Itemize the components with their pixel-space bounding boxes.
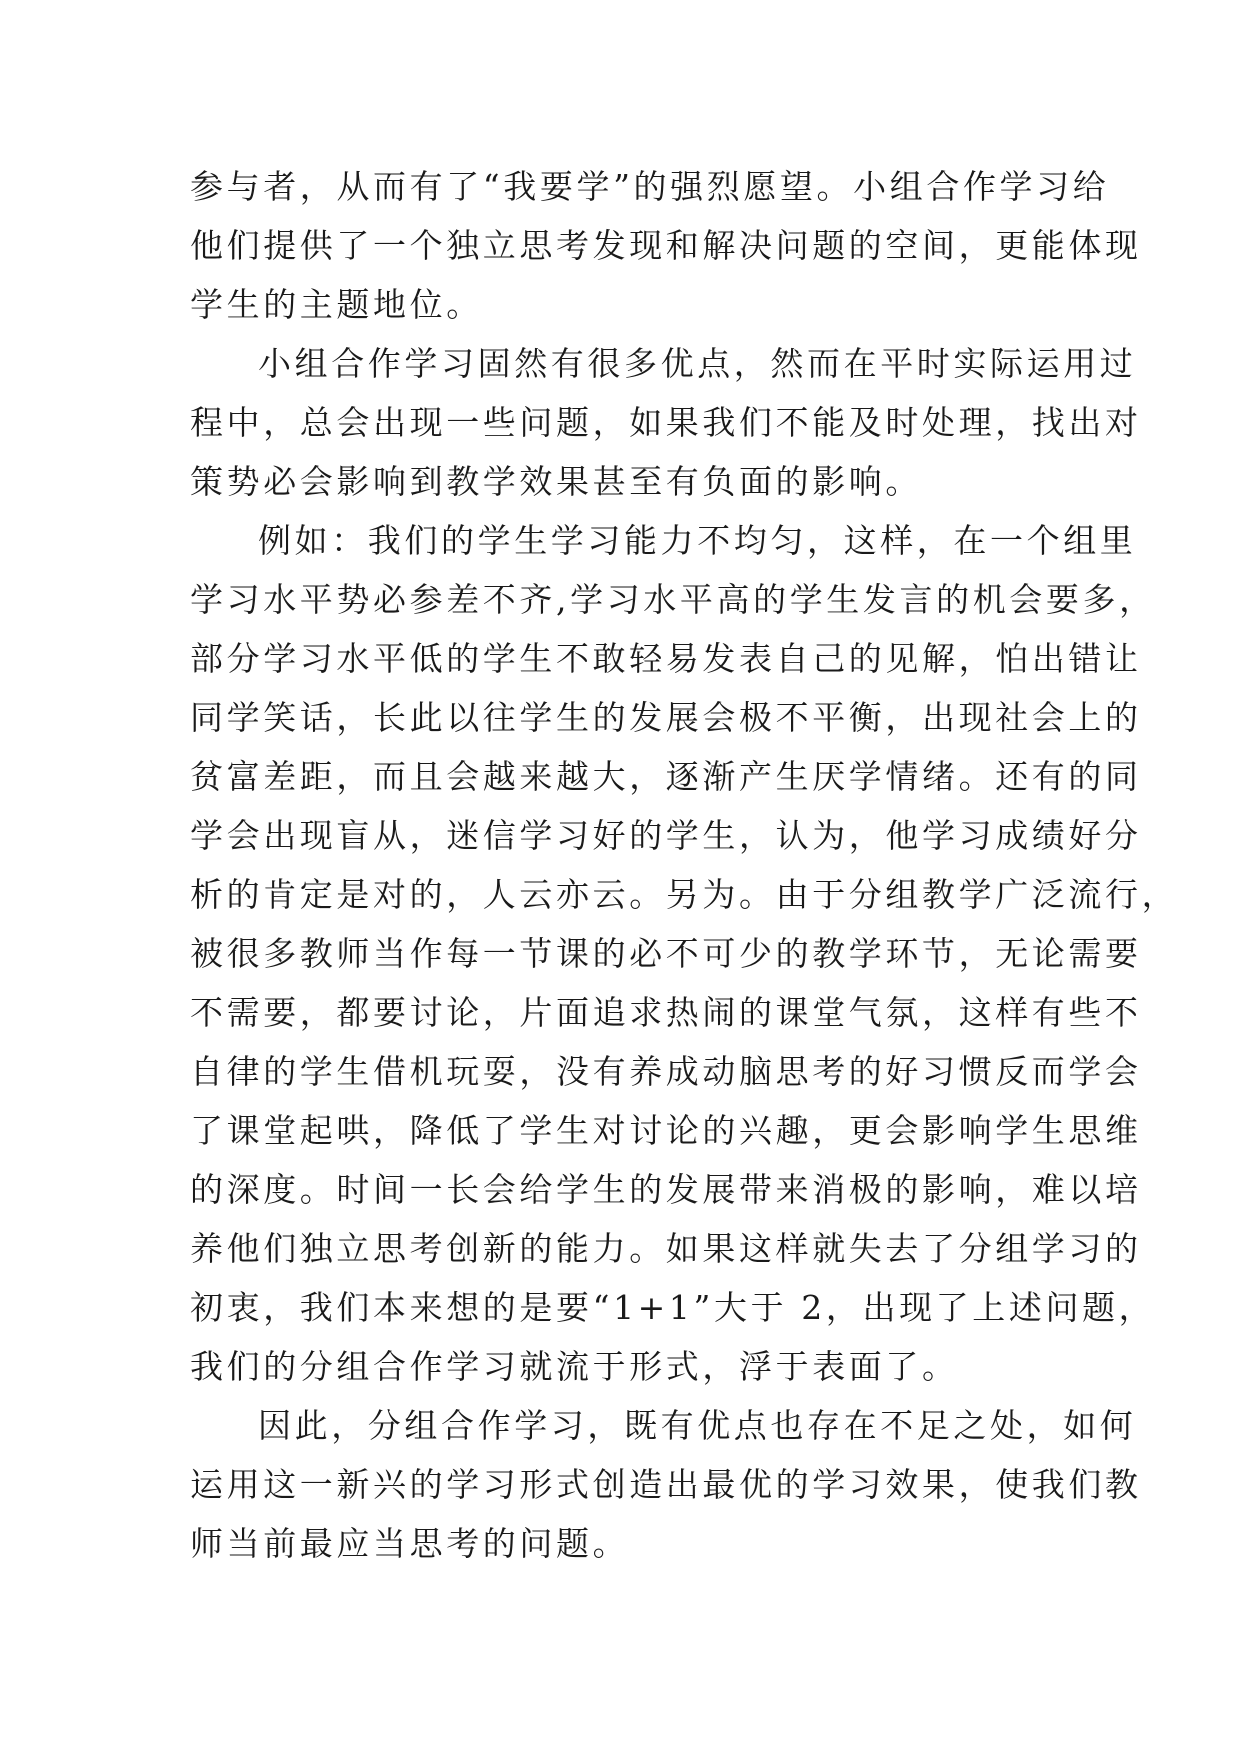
paragraph-3 <box>190 511 1179 1396</box>
text-line: 他们提供了一个独立思考发现和解决问题的空间，更能体现 <box>190 226 1142 265</box>
text-line: 同学笑话，长此以往学生的发展会极不平衡，出现社会上的 <box>190 698 1142 737</box>
text-line: 学习水平势必参差不齐,学习水平高的学生发言的机会要多， <box>190 580 1156 619</box>
text-line: 养他们独立思考创新的能力。如果这样就失去了分组学习的 <box>190 1229 1142 1268</box>
text-line: 贫富差距，而且会越来越大，逐渐产生厌学情绪。还有的同 <box>190 757 1142 796</box>
text-line: 程中，总会出现一些问题，如果我们不能及时处理，找出对 <box>190 403 1142 442</box>
paragraph-2 <box>190 334 1142 511</box>
text-line: 策势必会影响到教学效果甚至有负面的影响。 <box>190 462 922 501</box>
text-line: 我们的分组合作学习就流于形式，浮于表面了。 <box>190 1347 959 1386</box>
text-line: 自律的学生借机玩耍，没有养成动脑思考的好习惯反而学会 <box>190 1052 1142 1091</box>
text-line: 了课堂起哄，降低了学生对讨论的兴趣，更会影响学生思维 <box>190 1111 1142 1150</box>
text-line: 学会出现盲从，迷信学习好的学生，认为，他学习成绩好分 <box>190 816 1142 855</box>
text-line: 学生的主题地位。 <box>190 285 483 324</box>
text-line: 初衷，我们本来想的是要“1+1”大于 2，出现了上述问题， <box>190 1288 1156 1327</box>
text-line: 例如：我们的学生学习能力不均匀，这样，在一个组里 <box>258 521 1137 560</box>
text-line: 的深度。时间一长会给学生的发展带来消极的影响，难以培 <box>190 1170 1142 1209</box>
text-line: 部分学习水平低的学生不敢轻易发表自己的见解，怕出错让 <box>190 639 1142 678</box>
document-page <box>190 157 1179 1573</box>
text-line: 被很多教师当作每一节课的必不可少的教学环节，无论需要 <box>190 934 1142 973</box>
text-line: 不需要，都要讨论，片面追求热闹的课堂气氛，这样有些不 <box>190 993 1142 1032</box>
text-line: 因此，分组合作学习，既有优点也存在不足之处，如何 <box>258 1406 1137 1445</box>
text-line: 小组合作学习固然有很多优点，然而在平时实际运用过 <box>258 344 1137 383</box>
paragraph-4 <box>190 1396 1142 1573</box>
paragraph-1 <box>190 157 1142 334</box>
text-line: 参与者，从而有了“我要学”的强烈愿望。小组合作学习给 <box>190 167 1110 206</box>
text-line: 师当前最应当思考的问题。 <box>190 1524 630 1563</box>
text-line: 析的肯定是对的，人云亦云。另为。由于分组教学广泛流行， <box>190 875 1179 914</box>
text-line: 运用这一新兴的学习形式创造出最优的学习效果，使我们教 <box>190 1465 1142 1504</box>
